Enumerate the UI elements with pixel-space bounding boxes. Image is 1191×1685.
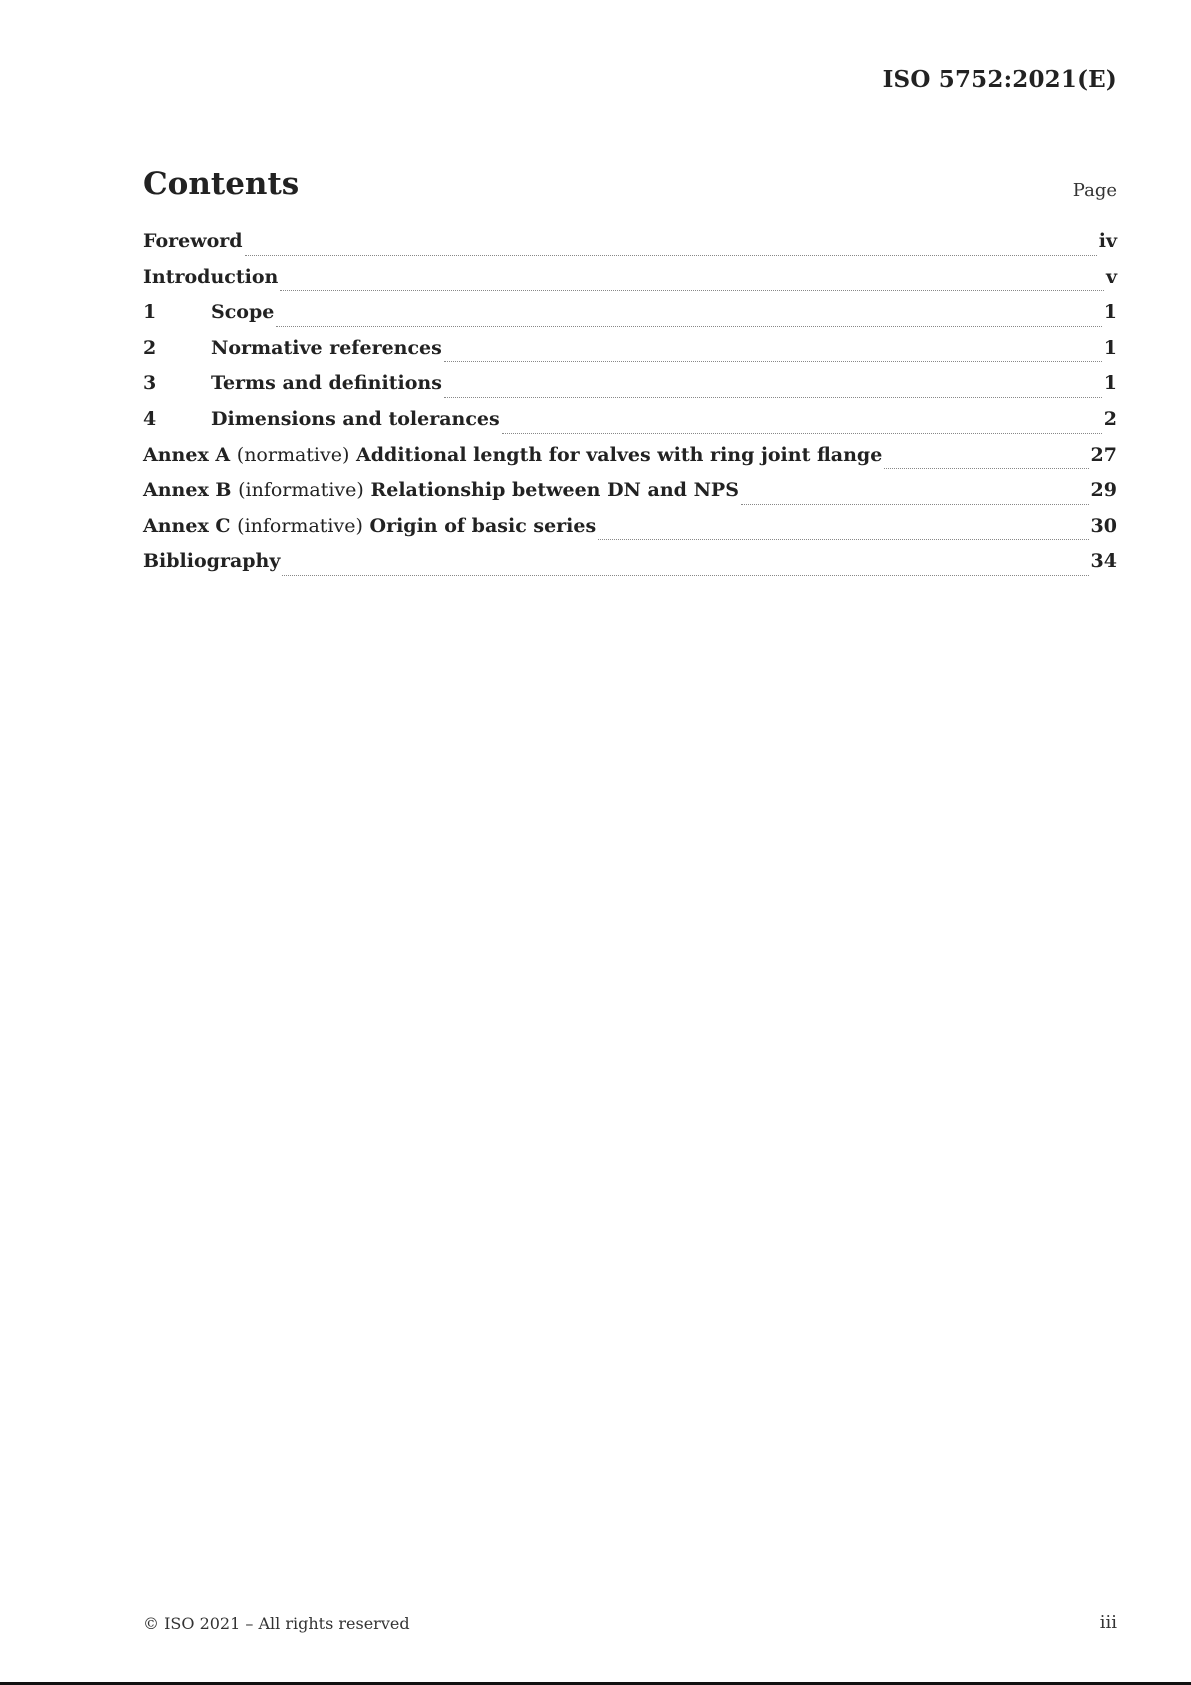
toc-entry-page: v (1105, 265, 1117, 288)
toc-entry-page: 1 (1103, 372, 1117, 395)
annex-id: Annex B (143, 479, 232, 502)
toc-entry-scope[interactable] (143, 301, 1117, 337)
toc-entry-page: iv (1098, 230, 1117, 252)
toc-entry-page: 34 (1090, 550, 1117, 573)
toc-entry-page: 1 (1103, 301, 1117, 324)
dot-leader (444, 396, 1102, 398)
toc-entry-page: 2 (1103, 407, 1117, 430)
document-id: ISO 5752:2021(E) (882, 66, 1117, 93)
toc-entry-label: Terms and definitions (211, 372, 442, 395)
annex-title: Additional length for valves with ring joint flange (356, 443, 883, 466)
annex-kind: (informative) (238, 479, 364, 502)
dot-leader (245, 254, 1097, 256)
annex-kind: (normative) (236, 443, 350, 466)
toc-entry-number: 2 (143, 336, 157, 359)
toc-entry-page: 29 (1090, 479, 1117, 502)
contents-title: Contents (143, 166, 300, 202)
toc-entry-label: Bibliography (143, 550, 281, 573)
toc-entry-bibliography[interactable] (143, 550, 1117, 586)
annex-title: Relationship between DN and NPS (370, 479, 739, 502)
toc-entry-label: Foreword (143, 230, 243, 252)
toc-entry-annex-b[interactable] (143, 479, 1117, 515)
toc-entry-number: 4 (143, 407, 157, 430)
toc-entry-number: 1 (143, 301, 157, 324)
annex-id: Annex C (143, 514, 231, 537)
toc-entry-introduction[interactable] (143, 266, 1117, 302)
toc-entry-annex-c[interactable] (143, 515, 1117, 551)
toc-entry-label (143, 479, 739, 501)
toc-entry-page: 1 (1103, 336, 1117, 359)
toc-entry-label: Dimensions and tolerances (211, 407, 500, 430)
annex-kind: (informative) (237, 514, 363, 537)
page-number: iii (1099, 1612, 1117, 1633)
table-of-contents (143, 230, 1117, 586)
toc-entry-label: Scope (211, 301, 275, 324)
toc-entry-label: Introduction (143, 265, 279, 288)
toc-entry-foreword[interactable] (143, 230, 1117, 266)
annex-title: Origin of basic series (369, 514, 597, 537)
toc-entry-page: 30 (1090, 514, 1117, 537)
toc-entry-label: Normative references (211, 336, 442, 359)
dot-leader (276, 325, 1101, 327)
copyright-notice: © ISO 2021 – All rights reserved (143, 1614, 410, 1633)
dot-leader (884, 467, 1088, 469)
toc-entry-normative-references[interactable] (143, 337, 1117, 373)
dot-leader (502, 432, 1102, 434)
page-column-label: Page (1072, 180, 1117, 201)
toc-entry-annex-a[interactable] (143, 444, 1117, 480)
toc-entry-page: 27 (1090, 443, 1117, 466)
dot-leader (444, 360, 1102, 362)
dot-leader (280, 289, 1104, 291)
dot-leader (598, 538, 1088, 540)
toc-entry-terms-and-definitions[interactable] (143, 372, 1117, 408)
annex-id: Annex A (143, 443, 231, 466)
dot-leader (741, 503, 1089, 505)
toc-entry-label (143, 444, 882, 466)
toc-entry-number: 3 (143, 372, 157, 395)
toc-entry-dimensions-and-tolerances[interactable] (143, 408, 1117, 444)
toc-entry-label (143, 515, 596, 537)
dot-leader (282, 574, 1088, 576)
